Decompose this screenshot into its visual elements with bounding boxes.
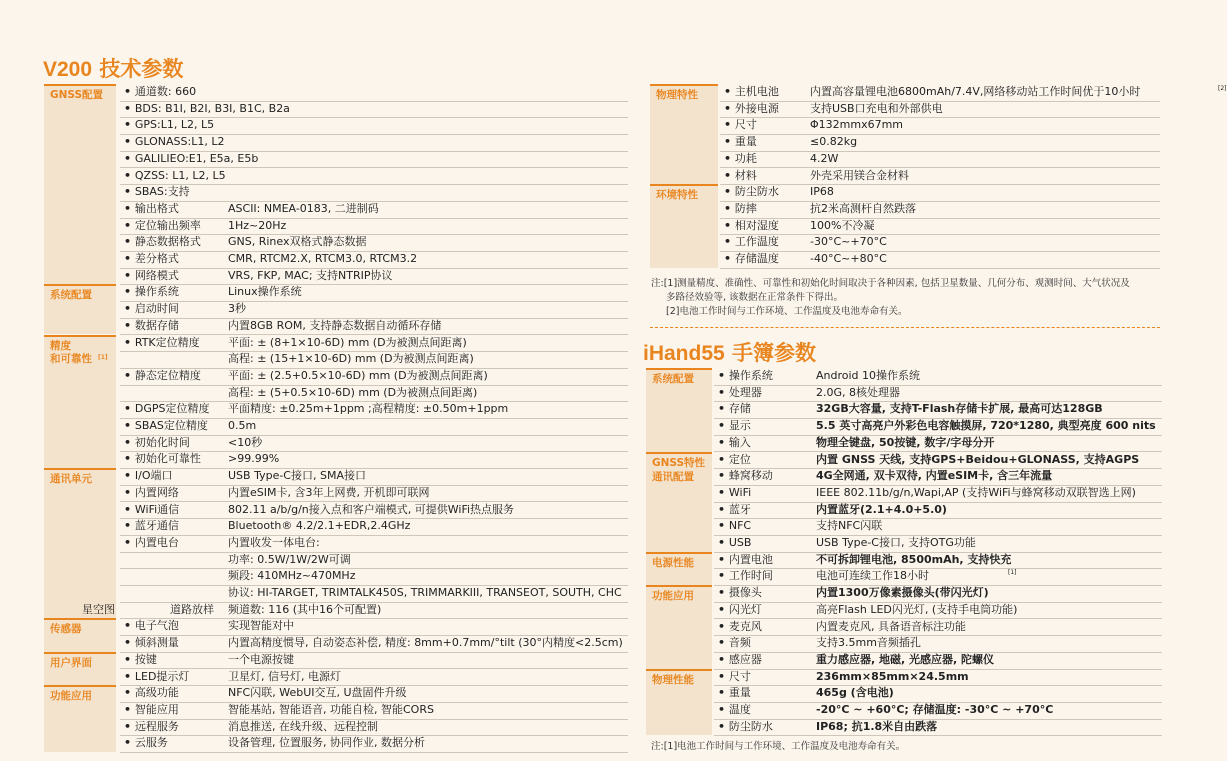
spec-label: • 差分格式 <box>124 251 179 268</box>
category-6 <box>44 685 116 752</box>
spec-label: • 主机电池 <box>724 84 779 101</box>
ihand-spec-table <box>646 368 1162 736</box>
spec-label: • 网络模式 <box>124 268 179 285</box>
spec-row <box>120 151 628 169</box>
spec-label: • 定位 <box>718 452 751 469</box>
category-1 <box>650 184 718 268</box>
spec-row <box>120 401 628 419</box>
spec-value: 频道数: 116 (其中16个可配置) <box>228 602 382 616</box>
category-label: GNSS特性 <box>652 456 706 469</box>
spec-label: • 内置电台 <box>124 535 179 552</box>
spec-label: • I/O端口 <box>124 468 172 485</box>
spec-row <box>120 351 628 369</box>
category-0 <box>646 368 712 452</box>
spec-row <box>120 385 628 403</box>
spec-value: IP68 <box>810 185 834 199</box>
spec-value: 1Hz~20Hz <box>228 218 287 232</box>
spec-row <box>714 635 1162 653</box>
spec-row <box>120 702 628 720</box>
category-label: 环境特性 <box>656 189 698 202</box>
spec-label: • 工作时间 <box>718 568 773 585</box>
spec-row <box>714 585 1162 603</box>
category-0 <box>44 84 116 284</box>
spec-label: • 防摔 <box>724 201 757 218</box>
spec-label: • 内置电池 <box>718 552 773 569</box>
category-5 <box>646 669 712 736</box>
footnote-ref: [1] <box>1008 569 1017 577</box>
ihand-title-text: 手簿参数 <box>724 341 817 365</box>
spec-value: 2.0G, 8核处理器 <box>816 385 901 399</box>
spec-value: 平面: ± (2.5+0.5×10-6D) mm (D为被测点间距离) <box>228 368 488 382</box>
spec-row <box>714 485 1162 503</box>
spec-row <box>720 251 1160 269</box>
spec-label: • 通道数: 660 <box>124 84 196 101</box>
spec-value: 高程: ± (5+0.5×10-6D) mm (D为被测点间距离) <box>228 385 478 399</box>
v200-title <box>43 56 183 83</box>
spec-row <box>714 518 1162 536</box>
spec-row <box>120 101 628 119</box>
spec-label: • 工作温度 <box>724 234 779 251</box>
spec-label: • GLONASS:L1, L2 <box>124 134 224 151</box>
spec-value: 功率: 0.5W/1W/2W可调 <box>228 552 351 566</box>
ihand-note: 注:[1]电池工作时间与工作环境、工作温度及电池寿命有关。 <box>651 741 906 752</box>
spec-value: >99.99% <box>228 452 280 466</box>
spec-label: • 初始化时间 <box>124 435 190 452</box>
spec-value: -20°C ~ +60°C; 存储温度: -30°C ~ +70°C <box>816 703 1054 716</box>
spec-label: • LED提示灯 <box>124 669 189 686</box>
category-label: 通讯单元 <box>50 473 92 486</box>
spec-value: 4G全网通, 双卡双待, 内置eSIM卡, 含三年流量 <box>816 469 1053 483</box>
spec-row <box>120 652 628 670</box>
spec-label: • 温度 <box>718 702 751 719</box>
spec-label: • 远程服务 <box>124 719 179 736</box>
spec-label: • 操作系统 <box>124 284 179 301</box>
spec-row <box>120 184 628 202</box>
spec-row <box>714 652 1162 670</box>
spec-row <box>714 502 1162 520</box>
spec-label: • GPS:L1, L2, L5 <box>124 117 214 134</box>
spec-value: 内置蓝牙(2.1+4.0+5.0) <box>816 502 947 516</box>
spec-label: • 尺寸 <box>718 669 751 686</box>
spec-row <box>120 502 628 520</box>
category-1 <box>44 284 116 334</box>
spec-value: VRS, FKP, MAC; 支持NTRIP协议 <box>228 268 393 282</box>
spec-label: • 电子气泡 <box>124 618 179 635</box>
spec-label: • 摄像头 <box>718 585 762 602</box>
spec-label: • 尺寸 <box>724 117 757 134</box>
spec-value: GNS, Rinex双格式静态数据 <box>228 235 367 249</box>
spec-row <box>120 451 628 469</box>
spec-label: • 内置网络 <box>124 485 179 502</box>
spec-row <box>120 568 628 586</box>
category-label: 精度 和可靠性 <box>50 339 92 365</box>
spec-value: -30°C~+70°C <box>810 235 887 249</box>
spec-label: • 智能应用 <box>124 702 179 719</box>
spec-row <box>714 669 1162 687</box>
spec-row <box>120 535 628 553</box>
spec-row <box>120 84 628 102</box>
ihand-title-model: iHand55 <box>643 342 725 365</box>
section-divider <box>650 327 1160 328</box>
spec-label: • 感应器 <box>718 652 762 669</box>
spec-label: • 显示 <box>718 418 751 435</box>
spec-row <box>714 385 1162 403</box>
category-label: 物理特性 <box>656 89 698 101</box>
spec-row <box>720 218 1160 236</box>
spec-label: • 防尘防水 <box>718 719 773 736</box>
v200-note-3: [2]电池工作时间与工作环境、工作温度及电池寿命有关。 <box>666 306 908 317</box>
spec-row <box>720 168 1160 186</box>
spec-label: • 数据存储 <box>124 318 179 335</box>
spec-label: • BDS: B1I, B2I, B3I, B1C, B2a <box>124 101 290 118</box>
spec-value: 236mm×85mm×24.5mm <box>816 669 969 683</box>
spec-value: USB Type-C接口, 支持OTG功能 <box>816 536 976 549</box>
category-1 <box>646 452 712 469</box>
spec-row <box>120 518 628 536</box>
category-2 <box>646 468 712 552</box>
category-2 <box>44 335 116 469</box>
spec-row <box>714 418 1162 436</box>
v200-title-text: 技术参数 <box>92 57 184 81</box>
spec-value: 实现智能对中 <box>228 619 294 633</box>
spec-label: • 防尘防水 <box>724 184 779 201</box>
spec-value: 0.5m <box>228 419 257 432</box>
spec-label: • 存储 <box>718 401 751 418</box>
spec-value: 支持NFC闪联 <box>816 519 883 533</box>
spec-row <box>720 184 1160 202</box>
spec-value: 内置eSIM卡, 含3年上网费, 开机即可联网 <box>228 485 430 499</box>
category-5 <box>44 652 116 685</box>
spec-label: • 外接电源 <box>724 101 779 118</box>
spec-row <box>120 318 628 336</box>
spec-row <box>714 702 1162 720</box>
spec-row <box>120 368 628 386</box>
spec-label: • 材料 <box>724 168 757 185</box>
spec-value: 智能基站, 智能语音, 功能自检, 智能CORS <box>228 702 434 716</box>
spec-value: 重力感应器, 地磁, 光感应器, 陀螺仪 <box>816 652 995 666</box>
spec-value: 内置 GNSS 天线, 支持GPS+Beidou+GLONASS, 支持AGPS <box>816 452 1140 466</box>
category-label: GNSS配置 <box>50 89 104 101</box>
spec-row <box>720 117 1160 135</box>
spec-value: 高程: ± (15+1×10-6D) mm (D为被测点间距离) <box>228 352 474 366</box>
spec-value: 抗2米高测杆自然跌落 <box>810 201 916 215</box>
spec-label: • 蜂窝移动 <box>718 468 773 485</box>
category-4 <box>44 618 116 651</box>
spec-row <box>120 117 628 135</box>
spec-row <box>120 585 628 603</box>
spec-value: 消息推送, 在线升级、远程控制 <box>228 719 378 733</box>
spec-value: 5.5 英寸高亮户外彩色电容触摸屏, 720*1280, 典型亮度 600 nits <box>816 419 1156 433</box>
spec-label: • WiFi <box>718 485 751 502</box>
spec-row <box>120 618 628 636</box>
spec-label: • GALILIEO:E1, E5a, E5b <box>124 151 258 168</box>
category-label: 系统配置 <box>50 289 92 302</box>
spec-label: • 按键 <box>124 652 157 669</box>
spec-value: 物理全键盘, 50按键, 数字/字母分开 <box>816 435 995 449</box>
category-footnote-ref: [1] <box>98 353 108 361</box>
spec-label: • 静态定位精度 <box>124 368 201 385</box>
spec-row <box>714 685 1162 703</box>
category-3 <box>44 468 116 618</box>
spec-row <box>720 101 1160 119</box>
v200-note-2: 多路径效验等, 该数据在正常条件下得出。 <box>666 292 844 303</box>
category-label: 电源性能 <box>652 556 694 569</box>
spec-label: • USB <box>718 535 751 552</box>
spec-value: 平面: ± (8+1×10-6D) mm (D为被测点间距离) <box>228 335 467 349</box>
spec-label: • NFC <box>718 518 751 535</box>
spec-value: 内置高容量锂电池6800mAh/7.4V,网络移动站工作时间优于10小时 <box>810 85 1141 98</box>
spec-row <box>720 151 1160 169</box>
spec-row <box>120 201 628 219</box>
spec-label: • 存储温度 <box>724 251 779 268</box>
spec-label: • 重量 <box>724 134 757 151</box>
stray-label-starmap: 星空图 <box>82 602 115 616</box>
spec-label: • 闪光灯 <box>718 602 762 619</box>
spec-label: • 处理器 <box>718 385 762 402</box>
spec-label: • RTK定位精度 <box>124 335 200 352</box>
spec-row <box>120 134 628 152</box>
spec-value: 支持USB口充电和外部供电 <box>810 101 943 115</box>
spec-label: • 功耗 <box>724 151 757 168</box>
spec-value: 设备管理, 位置服务, 协同作业, 数据分析 <box>228 736 425 750</box>
spec-row <box>120 168 628 186</box>
spec-row <box>714 535 1162 553</box>
spec-value: 100%不冷凝 <box>810 218 875 232</box>
category-0 <box>650 84 718 184</box>
spec-label: • SBAS定位精度 <box>124 418 208 435</box>
spec-row <box>120 268 628 286</box>
spec-value: 内置8GB ROM, 支持静态数据自动循环存储 <box>228 318 442 332</box>
spec-value: 不可拆卸锂电池, 8500mAh, 支持快充 <box>816 552 1012 566</box>
v200-title-model: V200 <box>43 58 93 81</box>
spec-value: 4.2W <box>810 151 839 165</box>
spec-row <box>714 468 1162 486</box>
spec-value: 32GB大容量, 支持T-Flash存储卡扩展, 最高可达128GB <box>816 402 1103 416</box>
footnote-ref: [2] <box>1218 85 1227 92</box>
spec-row <box>120 218 628 236</box>
spec-row <box>120 301 628 319</box>
spec-label: • DGPS定位精度 <box>124 401 210 418</box>
spec-value: ASCII: NMEA-0183, 二进制码 <box>228 201 379 215</box>
spec-value: 频段: 410MHz~470MHz <box>228 569 356 583</box>
spec-label: • 重量 <box>718 685 751 702</box>
spec-row <box>720 201 1160 219</box>
spec-value: 内置1300万像素摄像头(带闪光灯) <box>816 586 989 600</box>
spec-label: • 麦克风 <box>718 619 762 636</box>
spec-value: 外壳采用镁合金材料 <box>810 168 909 182</box>
spec-label: • 蓝牙通信 <box>124 518 179 535</box>
spec-value: 支持3.5mm音频插孔 <box>816 636 921 650</box>
spec-value: 802.11 a/b/g/n接入点和客户端模式, 可提供WiFi热点服务 <box>228 502 515 516</box>
spec-row <box>714 568 1162 586</box>
spec-label: • 静态数据格式 <box>124 234 201 251</box>
spec-label: • QZSS: L1, L2, L5 <box>124 168 226 185</box>
spec-value: 465g (含电池) <box>816 686 894 700</box>
spec-label: • 高级功能 <box>124 685 179 702</box>
spec-row <box>714 368 1162 386</box>
spec-value: NFC闪联, WebUI交互, U盘固件升级 <box>228 686 407 700</box>
spec-row <box>120 635 628 653</box>
spec-value: 协议: HI-TARGET, TRIMTALK450S, TRIMMARKIII, TRANSEOT, SOUTH, CHC <box>228 586 622 599</box>
spec-value: <10秒 <box>228 435 263 449</box>
spec-value: 卫星灯, 信号灯, 电源灯 <box>228 669 341 683</box>
spec-value: Linux操作系统 <box>228 285 302 299</box>
spec-label: • 定位输出频率 <box>124 218 201 235</box>
category-label: 系统配置 <box>652 373 694 385</box>
spec-row <box>120 284 628 302</box>
spec-label: • WiFi通信 <box>124 502 179 519</box>
spec-row <box>120 234 628 252</box>
spec-label: • 操作系统 <box>718 368 773 385</box>
stray-label-stakeout: 道路放样 <box>170 602 214 616</box>
spec-value: 平面精度: ±0.25m+1ppm ;高程精度: ±0.50m+1ppm <box>228 402 509 416</box>
spec-row <box>720 234 1160 252</box>
spec-value: 电池可连续工作18小时 <box>816 569 929 583</box>
spec-row <box>720 84 1227 102</box>
v200-note-1: 注:[1]测量精度、准确性、可靠性和初始化时间取决于各种因素, 包括卫星数量、几何分布、观测时间、大气状况及 <box>651 278 1130 289</box>
category-3 <box>646 552 712 585</box>
spec-value: Bluetooth® 4.2/2.1+EDR,2.4GHz <box>228 519 411 533</box>
spec-row <box>714 619 1162 637</box>
v200-physical-table <box>650 84 1227 268</box>
category-label: 传感器 <box>50 623 82 636</box>
spec-row <box>714 719 1162 737</box>
spec-value: 内置高精度惯导, 自动姿态补偿, 精度: 8mm+0.7mm/°tilt (30°内精度<2.5cm) <box>228 636 623 650</box>
category-4 <box>646 585 712 669</box>
spec-row <box>120 418 628 436</box>
spec-row <box>120 719 628 737</box>
spec-value: CMR, RTCM2.X, RTCM3.0, RTCM3.2 <box>228 252 418 265</box>
ihand-title <box>643 340 816 367</box>
spec-row <box>120 669 628 687</box>
spec-value: ≤0.82kg <box>810 135 858 149</box>
spec-label: • 输出格式 <box>124 201 179 218</box>
spec-row <box>714 452 1162 470</box>
spec-label: • 倾斜测量 <box>124 635 179 652</box>
spec-value: -40°C~+80°C <box>810 252 887 265</box>
spec-label: • 初始化可靠性 <box>124 451 201 468</box>
spec-label: • 云服务 <box>124 735 168 752</box>
spec-row <box>714 552 1162 570</box>
spec-label: • 相对湿度 <box>724 218 779 235</box>
spec-label: • 音频 <box>718 635 751 652</box>
category-label: 物理性能 <box>652 673 694 686</box>
spec-value: 3秒 <box>228 302 246 316</box>
spec-value: IP68; 抗1.8米自由跌落 <box>816 719 938 733</box>
spec-label: • 输入 <box>718 435 751 452</box>
spec-label: • SBAS:支持 <box>124 184 190 201</box>
spec-value: 内置麦克风, 具备语音标注功能 <box>816 619 966 633</box>
spec-value: 内置收发一体电台: <box>228 535 320 549</box>
spec-row <box>714 602 1162 620</box>
spec-row <box>120 485 628 503</box>
spec-value: IEEE 802.11b/g/n,Wapi,AP (支持WiFi与蜂窝移动双联智选上网) <box>816 485 1136 499</box>
spec-label: • 启动时间 <box>124 301 179 318</box>
category-label: 功能应用 <box>50 690 92 703</box>
spec-row <box>120 335 628 353</box>
spec-row <box>120 435 628 453</box>
spec-value: Android 10操作系统 <box>816 369 921 382</box>
spec-row <box>120 735 628 753</box>
category-label: 通讯配置 <box>652 471 694 484</box>
spec-row <box>720 134 1160 152</box>
spec-row <box>120 251 628 269</box>
spec-label: • 蓝牙 <box>718 502 751 519</box>
v200-spec-table <box>44 84 628 752</box>
spec-row <box>120 685 628 703</box>
spec-row <box>120 552 628 570</box>
category-label: 用户界面 <box>50 656 92 669</box>
spec-value: 一个电源按键 <box>228 652 294 666</box>
spec-row <box>120 468 628 486</box>
spec-row <box>714 435 1162 453</box>
spec-value: Φ132mmx67mm <box>810 118 904 132</box>
category-label: 功能应用 <box>652 590 694 603</box>
spec-value: 高亮Flash LED闪光灯, (支持手电筒功能) <box>816 602 1018 616</box>
spec-value: USB Type-C接口, SMA接口 <box>228 469 366 483</box>
spec-row <box>714 401 1162 419</box>
